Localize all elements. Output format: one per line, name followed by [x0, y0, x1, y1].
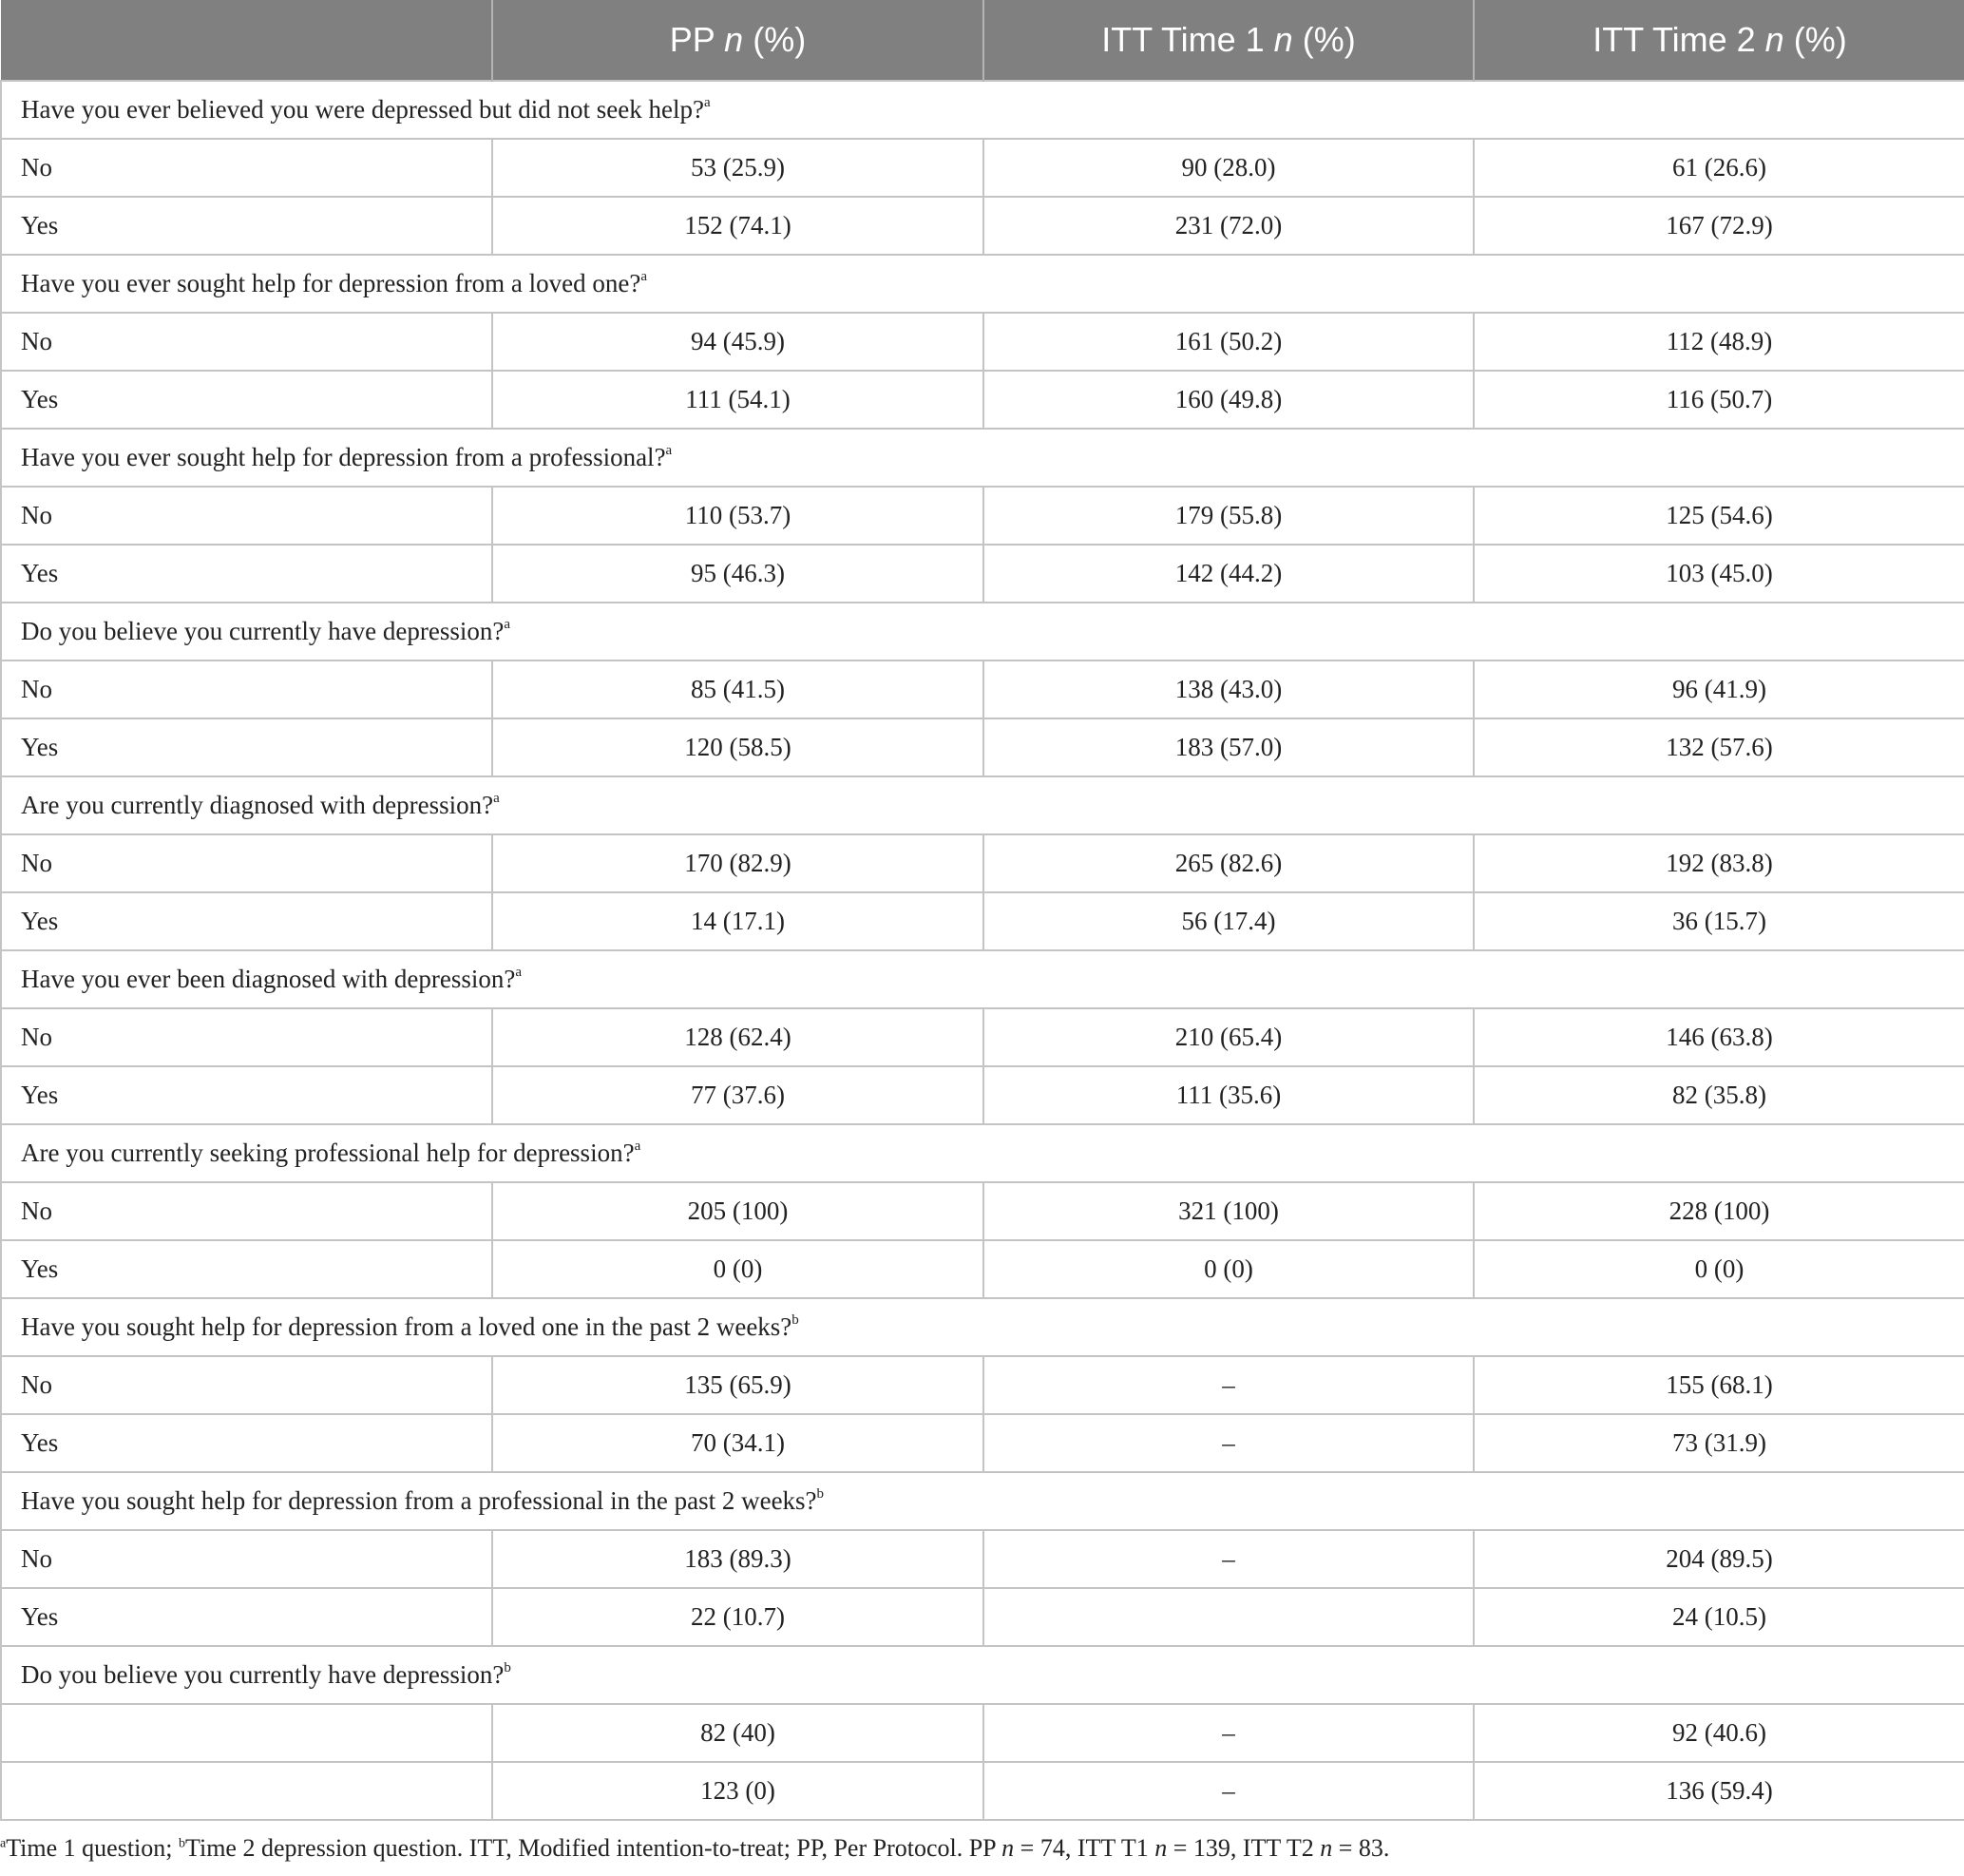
itt-time2-value-cell: 24 (10.5)	[1474, 1588, 1964, 1646]
table-row	[1, 1414, 1964, 1472]
question-text: Have you ever sought help for depression from a loved one?	[21, 269, 641, 297]
question-footnote-mark: b	[504, 1660, 511, 1675]
row-label-cell: Yes	[1, 1588, 492, 1646]
itt-time2-value-cell: 82 (35.8)	[1474, 1066, 1964, 1124]
header-cell-itt-time1	[983, 0, 1474, 81]
itt-time2-value-cell: 136 (59.4)	[1474, 1762, 1964, 1820]
header-row	[1, 0, 1964, 81]
header-cell-blank	[1, 0, 492, 81]
itt-time1-value-cell: 142 (44.2)	[983, 545, 1474, 603]
question-cell	[1, 1298, 1964, 1356]
question-text: Are you currently diagnosed with depression?	[21, 791, 494, 819]
question-footnote-mark: a	[634, 1139, 641, 1154]
table-row	[1, 197, 1964, 255]
question-row	[1, 603, 1964, 660]
table-row	[1, 371, 1964, 429]
table-body	[1, 81, 1964, 1820]
itt-time2-value-cell: 155 (68.1)	[1474, 1356, 1964, 1414]
pp-value-cell: 53 (25.9)	[492, 139, 983, 197]
pp-value-cell: 77 (37.6)	[492, 1066, 983, 1124]
itt-time2-value-cell: 61 (26.6)	[1474, 139, 1964, 197]
itt-time2-value-cell: 103 (45.0)	[1474, 545, 1964, 603]
question-cell	[1, 603, 1964, 660]
table-footnote	[0, 1834, 1964, 1863]
itt-time1-value-cell: 111 (35.6)	[983, 1066, 1474, 1124]
itt-time2-value-cell: 125 (54.6)	[1474, 487, 1964, 545]
row-label-cell: Yes	[1, 1240, 492, 1298]
question-text: Do you believe you currently have depression?	[21, 1660, 505, 1689]
row-label-cell: Yes	[1, 1066, 492, 1124]
itt-time2-value-cell: 167 (72.9)	[1474, 197, 1964, 255]
header-unit: (%)	[743, 20, 807, 59]
pp-value-cell: 128 (62.4)	[492, 1008, 983, 1066]
pp-value-cell: 170 (82.9)	[492, 834, 983, 892]
table-row	[1, 1530, 1964, 1588]
question-text: Have you sought help for depression from a professional in the past 2 weeks?	[21, 1486, 817, 1515]
footnote-n-symbol: n	[1320, 1834, 1333, 1862]
question-cell	[1, 81, 1964, 139]
row-label-cell: Yes	[1, 197, 492, 255]
itt-time1-value-cell: –	[983, 1762, 1474, 1820]
table-row	[1, 487, 1964, 545]
header-cell-itt-time2	[1474, 0, 1964, 81]
itt-time1-value-cell	[983, 1588, 1474, 1646]
table-row	[1, 1588, 1964, 1646]
footnote-text-c: = 74, ITT T1	[1014, 1834, 1155, 1862]
table-row	[1, 1240, 1964, 1298]
footnote-text-a: Time 1 question;	[6, 1834, 180, 1862]
footnote-mark-a: a	[0, 1836, 7, 1851]
itt-time1-value-cell: 265 (82.6)	[983, 834, 1474, 892]
question-footnote-mark: a	[640, 269, 647, 284]
itt-time1-value-cell: 161 (50.2)	[983, 313, 1474, 371]
row-label-cell: No	[1, 1008, 492, 1066]
itt-time2-value-cell: 204 (89.5)	[1474, 1530, 1964, 1588]
itt-time1-value-cell: –	[983, 1414, 1474, 1472]
itt-time1-value-cell: 0 (0)	[983, 1240, 1474, 1298]
question-cell	[1, 429, 1964, 487]
question-row	[1, 950, 1964, 1008]
row-label-cell: No	[1, 1530, 492, 1588]
itt-time2-value-cell: 112 (48.9)	[1474, 313, 1964, 371]
itt-time1-value-cell: 138 (43.0)	[983, 660, 1474, 718]
row-label-cell: No	[1, 487, 492, 545]
header-cell-pp	[492, 0, 983, 81]
header-label: ITT Time 2	[1592, 20, 1765, 59]
itt-time2-value-cell: 146 (63.8)	[1474, 1008, 1964, 1066]
table-row	[1, 139, 1964, 197]
question-row	[1, 429, 1964, 487]
itt-time1-value-cell: 210 (65.4)	[983, 1008, 1474, 1066]
row-label-cell: Yes	[1, 545, 492, 603]
question-row	[1, 1298, 1964, 1356]
row-label-cell: No	[1, 313, 492, 371]
table-row	[1, 1066, 1964, 1124]
pp-value-cell: 205 (100)	[492, 1182, 983, 1240]
itt-time2-value-cell: 73 (31.9)	[1474, 1414, 1964, 1472]
pp-value-cell: 120 (58.5)	[492, 718, 983, 776]
itt-time2-value-cell: 228 (100)	[1474, 1182, 1964, 1240]
itt-time2-value-cell: 132 (57.6)	[1474, 718, 1964, 776]
row-label-cell	[1, 1762, 492, 1820]
itt-time2-value-cell: 116 (50.7)	[1474, 371, 1964, 429]
table-row	[1, 892, 1964, 950]
question-cell	[1, 950, 1964, 1008]
table-row	[1, 313, 1964, 371]
question-row	[1, 1646, 1964, 1704]
question-text: Are you currently seeking professional help for depression?	[21, 1139, 635, 1167]
header-label: PP	[669, 20, 725, 59]
table-row	[1, 1762, 1964, 1820]
table-row	[1, 1704, 1964, 1762]
itt-time2-value-cell: 36 (15.7)	[1474, 892, 1964, 950]
table-row	[1, 1356, 1964, 1414]
pp-value-cell: 14 (17.1)	[492, 892, 983, 950]
footnote-n-symbol: n	[1001, 1834, 1015, 1862]
table-header	[1, 0, 1964, 81]
pp-value-cell: 85 (41.5)	[492, 660, 983, 718]
pp-value-cell: 110 (53.7)	[492, 487, 983, 545]
question-text: Do you believe you currently have depression?	[21, 617, 505, 645]
itt-time1-value-cell: 160 (49.8)	[983, 371, 1474, 429]
itt-time2-value-cell: 96 (41.9)	[1474, 660, 1964, 718]
pp-value-cell: 94 (45.9)	[492, 313, 983, 371]
pp-value-cell: 152 (74.1)	[492, 197, 983, 255]
footnote-text-b: Time 2 depression question. ITT, Modified intention-to-treat; PP, Per Protocol. PP	[185, 1834, 1002, 1862]
header-n-symbol: n	[1764, 20, 1784, 59]
question-text: Have you ever believed you were depressed but did not seek help?	[21, 95, 704, 124]
pp-value-cell: 183 (89.3)	[492, 1530, 983, 1588]
question-row	[1, 255, 1964, 313]
header-n-symbol: n	[1273, 20, 1293, 59]
row-label-cell: No	[1, 139, 492, 197]
question-text: Have you ever been diagnosed with depression?	[21, 965, 516, 993]
pp-value-cell: 22 (10.7)	[492, 1588, 983, 1646]
question-text: Have you ever sought help for depression from a professional?	[21, 443, 666, 471]
question-row	[1, 81, 1964, 139]
question-footnote-mark: a	[665, 443, 673, 458]
row-label-cell: No	[1, 660, 492, 718]
footnote-text-e: = 83.	[1332, 1834, 1390, 1862]
question-text: Have you sought help for depression from a loved one in the past 2 weeks?	[21, 1312, 792, 1341]
table-row	[1, 1008, 1964, 1066]
pp-value-cell: 123 (0)	[492, 1762, 983, 1820]
itt-time1-value-cell: 321 (100)	[983, 1182, 1474, 1240]
pp-value-cell: 0 (0)	[492, 1240, 983, 1298]
header-n-symbol: n	[724, 20, 744, 59]
question-row	[1, 1124, 1964, 1182]
header-unit: (%)	[1292, 20, 1356, 59]
itt-time1-value-cell: 231 (72.0)	[983, 197, 1474, 255]
header-unit: (%)	[1783, 20, 1847, 59]
row-label-cell	[1, 1704, 492, 1762]
question-footnote-mark: a	[493, 791, 500, 806]
row-label-cell: Yes	[1, 718, 492, 776]
pp-value-cell: 111 (54.1)	[492, 371, 983, 429]
footnote-text-d: = 139, ITT T2	[1167, 1834, 1321, 1862]
table-row	[1, 718, 1964, 776]
question-footnote-mark: a	[704, 95, 711, 110]
row-label-cell: Yes	[1, 1414, 492, 1472]
itt-time2-value-cell: 0 (0)	[1474, 1240, 1964, 1298]
row-label-cell: No	[1, 834, 492, 892]
question-footnote-mark: a	[504, 617, 511, 632]
itt-time1-value-cell: 183 (57.0)	[983, 718, 1474, 776]
itt-time2-value-cell: 192 (83.8)	[1474, 834, 1964, 892]
itt-time1-value-cell: –	[983, 1356, 1474, 1414]
header-label: ITT Time 1	[1101, 20, 1274, 59]
question-cell	[1, 255, 1964, 313]
itt-time1-value-cell: 90 (28.0)	[983, 139, 1474, 197]
table-row	[1, 545, 1964, 603]
table-row	[1, 660, 1964, 718]
pp-value-cell: 82 (40)	[492, 1704, 983, 1762]
itt-time1-value-cell: 56 (17.4)	[983, 892, 1474, 950]
pp-value-cell: 70 (34.1)	[492, 1414, 983, 1472]
question-footnote-mark: a	[515, 965, 523, 980]
pp-value-cell: 95 (46.3)	[492, 545, 983, 603]
question-row	[1, 776, 1964, 834]
row-label-cell: No	[1, 1356, 492, 1414]
footnote-n-symbol: n	[1154, 1834, 1168, 1862]
footnote-mark-b: b	[179, 1836, 186, 1851]
itt-time2-value-cell: 92 (40.6)	[1474, 1704, 1964, 1762]
itt-time1-value-cell: –	[983, 1530, 1474, 1588]
question-cell	[1, 776, 1964, 834]
table-row	[1, 1182, 1964, 1240]
row-label-cell: Yes	[1, 371, 492, 429]
question-row	[1, 1472, 1964, 1530]
itt-time1-value-cell: 179 (55.8)	[983, 487, 1474, 545]
question-footnote-mark: b	[816, 1486, 825, 1502]
itt-time1-value-cell: –	[983, 1704, 1474, 1762]
question-cell	[1, 1646, 1964, 1704]
row-label-cell: Yes	[1, 892, 492, 950]
table-row	[1, 834, 1964, 892]
pp-value-cell: 135 (65.9)	[492, 1356, 983, 1414]
question-footnote-mark: b	[791, 1312, 799, 1328]
question-cell	[1, 1124, 1964, 1182]
question-cell	[1, 1472, 1964, 1530]
row-label-cell: No	[1, 1182, 492, 1240]
